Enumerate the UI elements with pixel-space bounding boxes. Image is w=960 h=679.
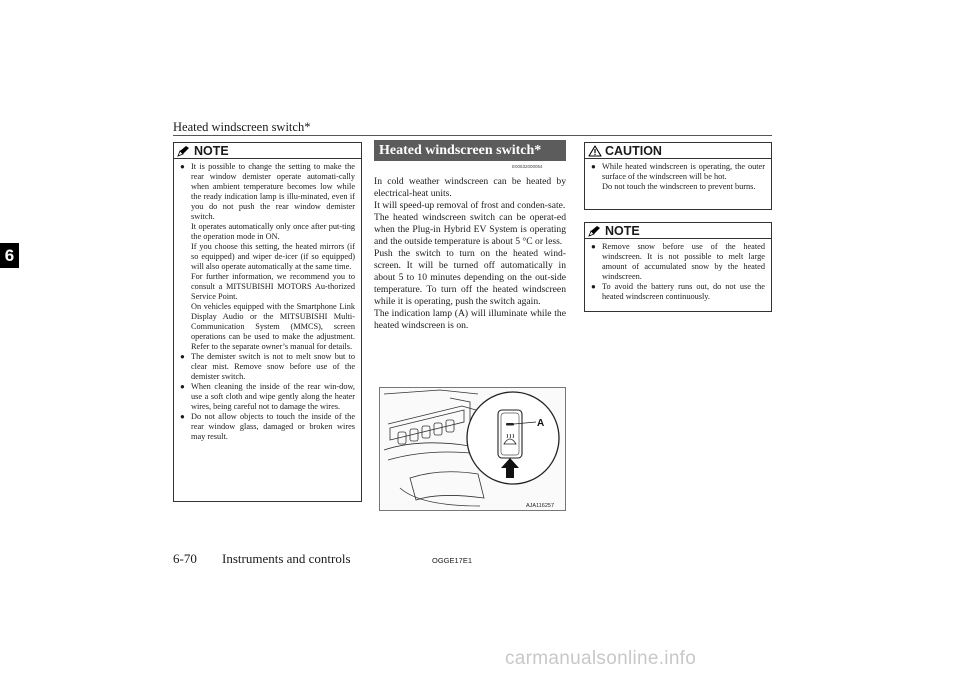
callout-label-a: A [537,418,545,429]
section-code: E00532000054 [512,164,543,169]
caution-item [591,162,765,192]
section-body [374,176,566,332]
chapter-tab: 6 [0,243,19,268]
note-box-right [584,222,772,312]
note-paragraph: ● Do not allow objects to touch the inside of the rear window glass, damaged or broken wires may result. [191,412,355,441]
warning-triangle-icon [588,145,602,157]
body-paragraph: Push the switch to turn on the heated wind-screen. It will be turned off automatically in about 5 to 10 minutes depending on the out-side temperature. To turn off the heated windscreen while it is operating, push the switch again. [374,248,566,307]
note-paragraph: If you choose this setting, the heated mirrors (if so equipped) and wiper de-icer (if so equipped) will also operate automatically at the same time. [191,242,355,271]
note-list [585,239,771,306]
note-item [591,282,765,302]
note-heading: NOTE [194,143,229,158]
note-item [180,162,355,352]
header-divider [173,135,772,136]
note-item [180,352,355,382]
running-header: Heated windscreen switch* [173,120,311,134]
note-item [591,242,765,282]
note-heading: NOTE [605,223,640,238]
body-paragraph: In cold weather windscreen can be heated by electrical-heat units. [374,176,566,199]
note-item [180,412,355,442]
note-header [174,143,361,159]
dashboard-switch-drawing [380,388,565,510]
switch-illustration [379,387,566,511]
note-paragraph: ● When cleaning the inside of the rear win-dow, use a soft cloth and wipe gently along the heater wires, being careful not to damage the wires. [191,382,355,411]
caution-heading: CAUTION [605,143,662,158]
page-number: 6-70 [173,551,197,566]
note-list [174,159,361,446]
note-paragraph: ● Remove snow before use of the heated windscreen. It is not possible to melt large amount of accumulated snow by the heated windscreen. [602,242,765,281]
note-item [180,382,355,412]
note-box-left [173,142,362,502]
watermark: carmanualsonline.info [505,648,697,669]
caution-box [584,142,772,210]
note-paragraph: On vehicles equipped with the Smartphone Link Display Audio or the MITSUBISHI Multi-Communication System (MMCS), screen operations can be used to make the adjustment. Refer to the separate owner’s manual for details. [191,302,355,351]
note-paragraph: ● To avoid the battery runs out, do not use the heated windscreen continuously. [602,282,765,301]
caution-paragraph: ● While heated windscreen is operating, the outer surface of the windscreen will be hot. [602,162,765,181]
note-paragraph: ● It is possible to change the setting to make the rear window demister operate automati-cally when ambient temperature becomes low while the ready indication lamp is illu-minated, even if you do not push the rear window demister switch. [191,162,355,221]
note-paragraph: ● The demister switch is not to melt snow but to clear mist. Remove snow before use of the demister switch. [191,352,355,381]
body-paragraph: The indication lamp (A) will illuminate while the heated windscreen is on. [374,308,566,331]
note-pencil-icon [588,225,602,237]
document-code: OGGE17E1 [432,556,473,565]
section-title-banner: Heated windscreen switch* [374,140,566,161]
footer-section-name: Instruments and controls [222,551,351,566]
figure-code: AJA116257 [526,503,555,509]
caution-paragraph: Do not touch the windscreen to prevent burns. [602,182,756,191]
note-pencil-icon [177,145,191,157]
body-paragraph: The heated windscreen switch can be operat-ed when the Plug-in Hybrid EV System is operating and the outside temperature is about 5 °C or less. [374,212,566,247]
body-paragraph: It will speed-up removal of frost and conden-sate. [374,200,566,211]
note-paragraph: For further information, we recommend you to consult a MITSUBISHI MOTORS Au-thorized Service Point. [191,272,355,301]
note-header [585,223,771,239]
caution-header [585,143,771,159]
note-paragraph: It operates automatically only once after put-ting the operation mode in ON. [191,222,355,241]
caution-list [585,159,771,196]
